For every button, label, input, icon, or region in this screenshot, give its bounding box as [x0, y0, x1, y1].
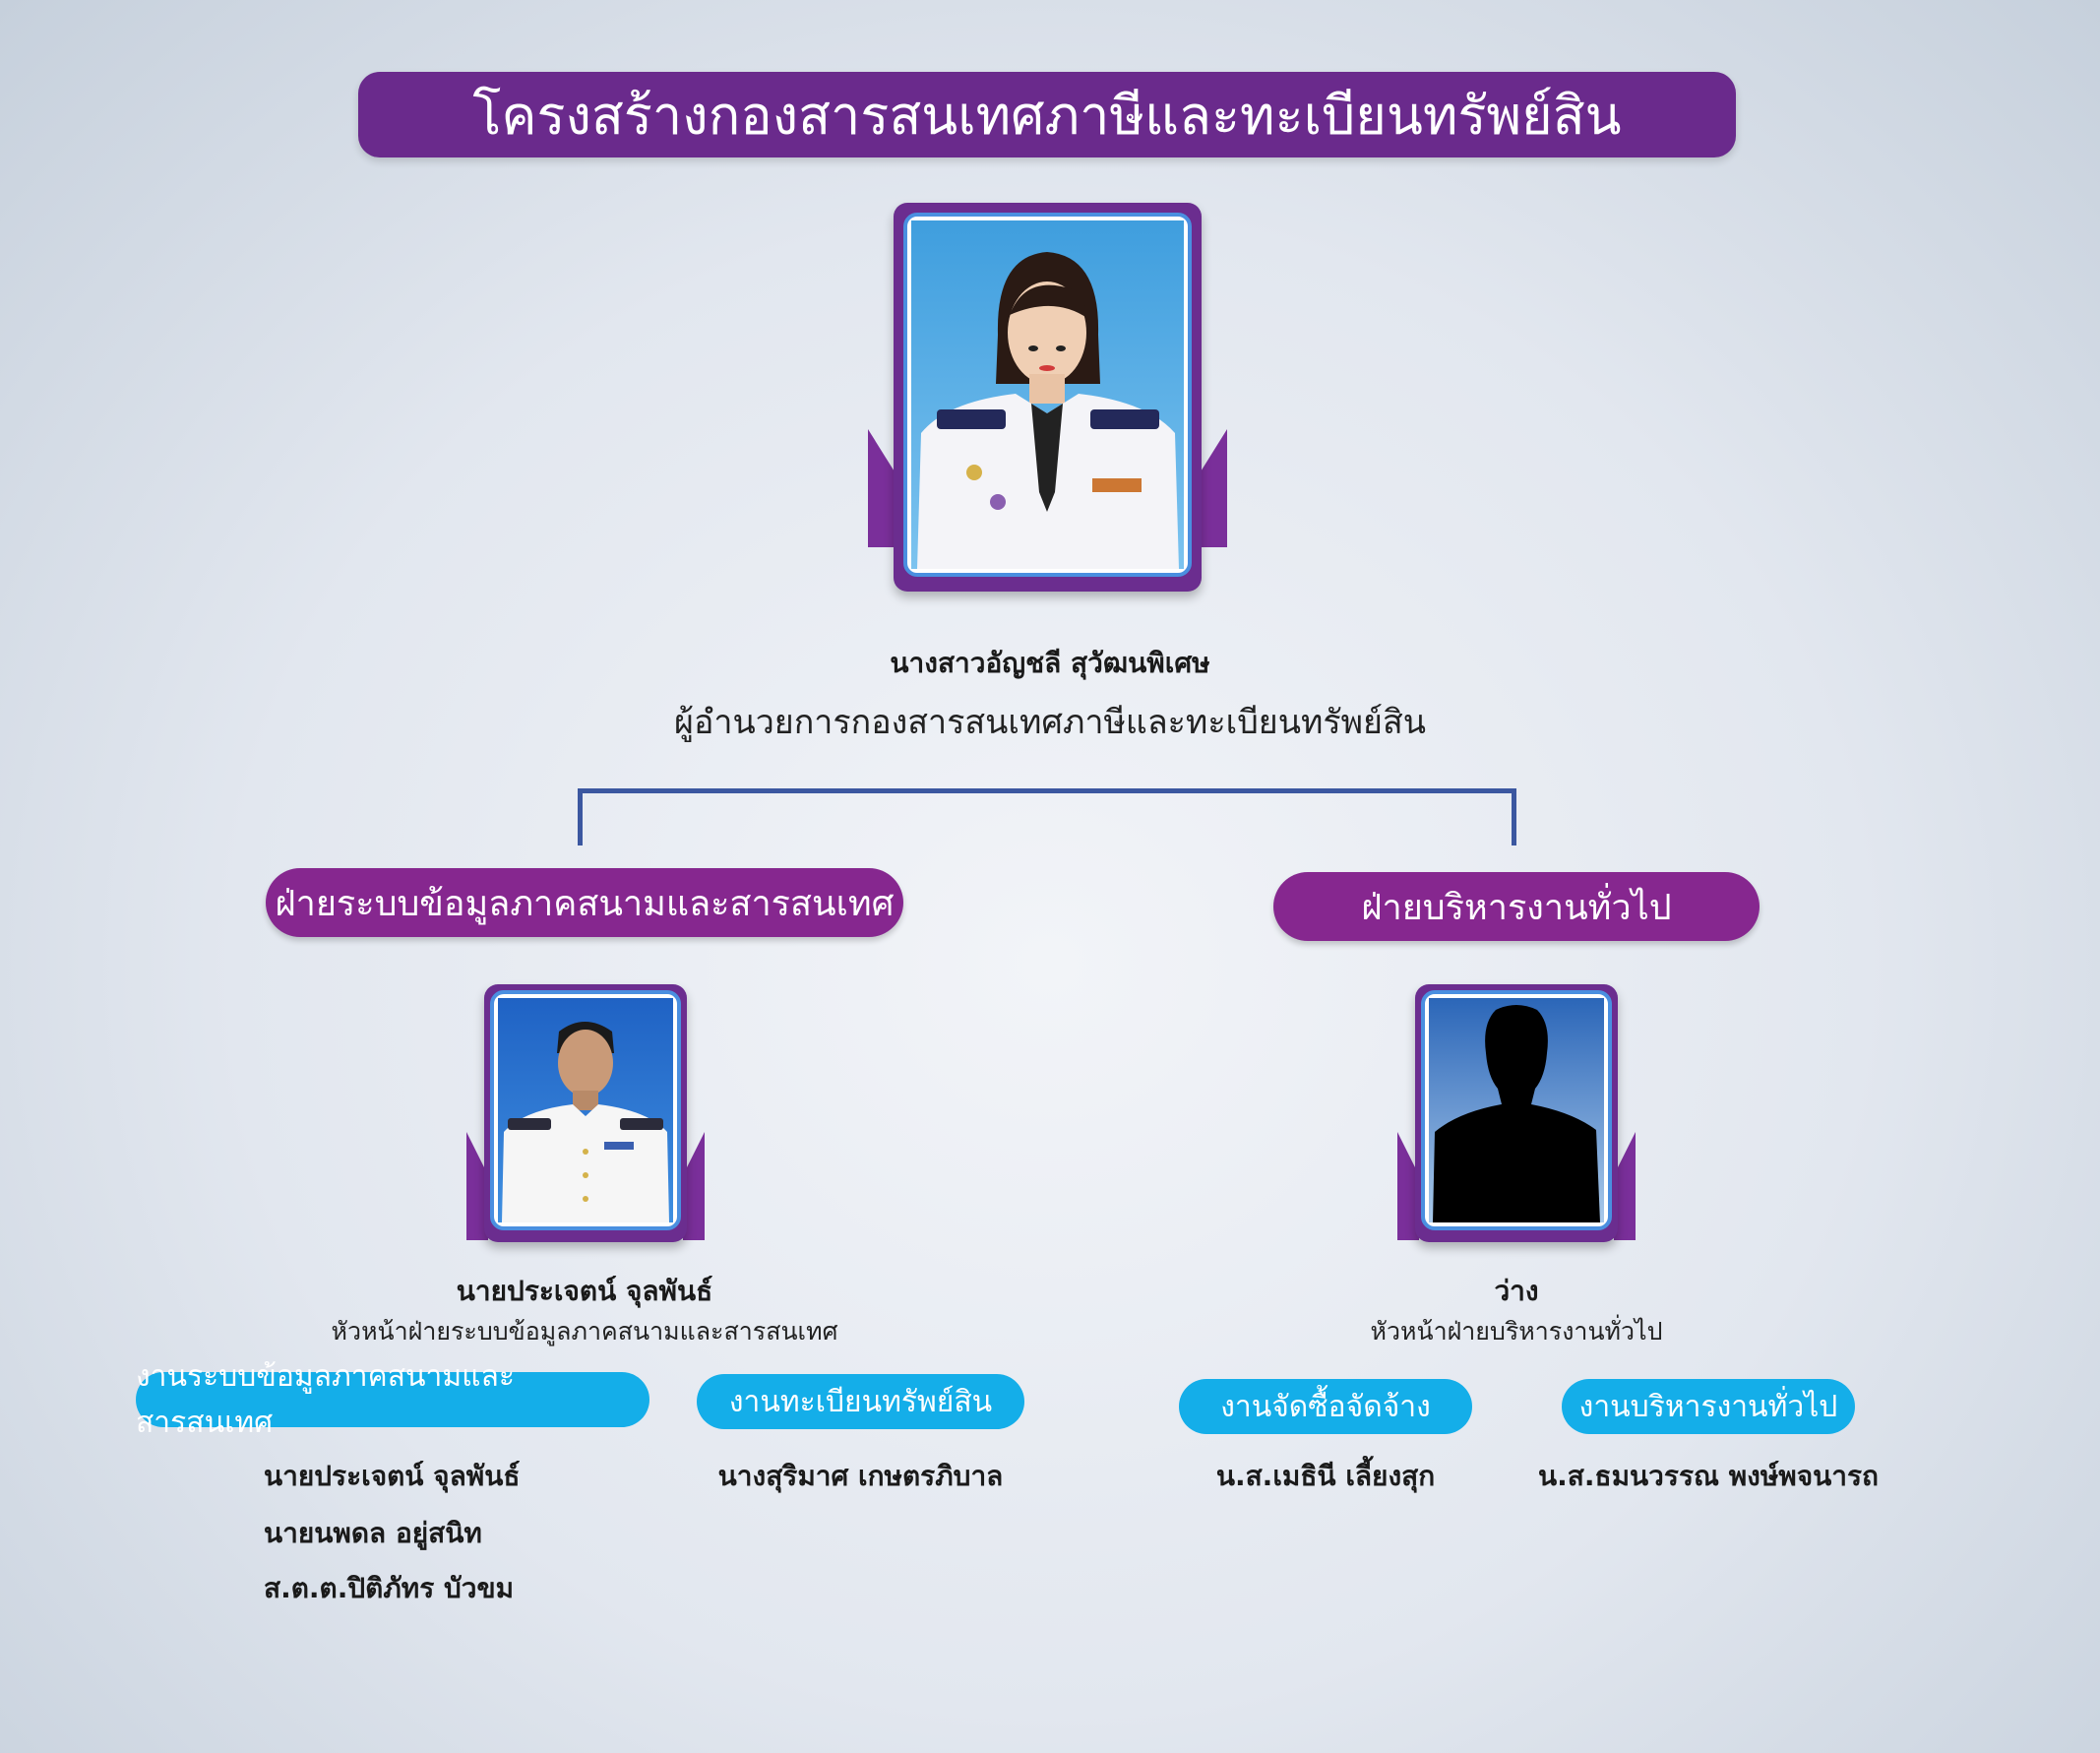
- division-pill-field-info: ฝ่ายระบบข้อมูลภาคสนามและสารสนเทศ: [266, 868, 903, 937]
- connector-horizontal: [578, 788, 1516, 793]
- unit-pill-field-info: งานระบบข้อมูลภาคสนามและสารสนเทศ: [136, 1372, 649, 1427]
- member-name: ส.ต.ต.ปิติภัทร บัวขม: [264, 1572, 515, 1604]
- member-name: นางสุริมาศ เกษตรภิบาล: [717, 1460, 1004, 1492]
- director-name: นางสาวอัญชลี สุวัฒนพิเศษ: [890, 647, 1210, 679]
- unit-pill-general-admin: งานบริหารงานทั่วไป: [1562, 1379, 1855, 1434]
- right-head-position: หัวหน้าฝ่ายบริหารงานทั่วไป: [1370, 1317, 1663, 1346]
- right-head-name: ว่าง: [1494, 1275, 1539, 1307]
- member-name: น.ส.ธมนวรรณ พงษ์พจนารถ: [1537, 1460, 1880, 1492]
- division-pill-general-admin: ฝ่ายบริหารงานทั่วไป: [1273, 872, 1760, 941]
- director-portrait: [907, 217, 1188, 573]
- left-head-position: หัวหน้าฝ่ายระบบข้อมูลภาคสนามและสารสนเทศ: [331, 1317, 838, 1346]
- left-head-portrait: [494, 994, 677, 1226]
- left-head-photo-frame: [466, 984, 705, 1250]
- member-name: นายประเจตน์ จุลพันธ์: [264, 1460, 521, 1492]
- director-photo-frame: [868, 203, 1227, 601]
- left-head-name: นายประเจตน์ จุลพันธ์: [456, 1275, 713, 1307]
- connector-right-drop: [1512, 788, 1516, 845]
- member-name: น.ส.เมธินี เลี้ยงสุก: [1215, 1460, 1436, 1492]
- member-name: นายนพดล อยู่สนิท: [264, 1517, 482, 1549]
- director-position: ผู้อำนวยการกองสารสนเทศภาษีและทะเบียนทรัพย์สิน: [674, 703, 1426, 742]
- unit-pill-property-registration: งานทะเบียนทรัพย์สิน: [697, 1374, 1024, 1429]
- right-head-photo-frame: [1397, 984, 1636, 1250]
- connector-left-drop: [578, 788, 583, 845]
- unit-pill-procurement: งานจัดซื้อจัดจ้าง: [1179, 1379, 1472, 1434]
- chart-title: โครงสร้างกองสารสนเทศภาษีและทะเบียนทรัพย์สิน: [358, 72, 1736, 157]
- vacant-silhouette-icon: [1425, 994, 1608, 1226]
